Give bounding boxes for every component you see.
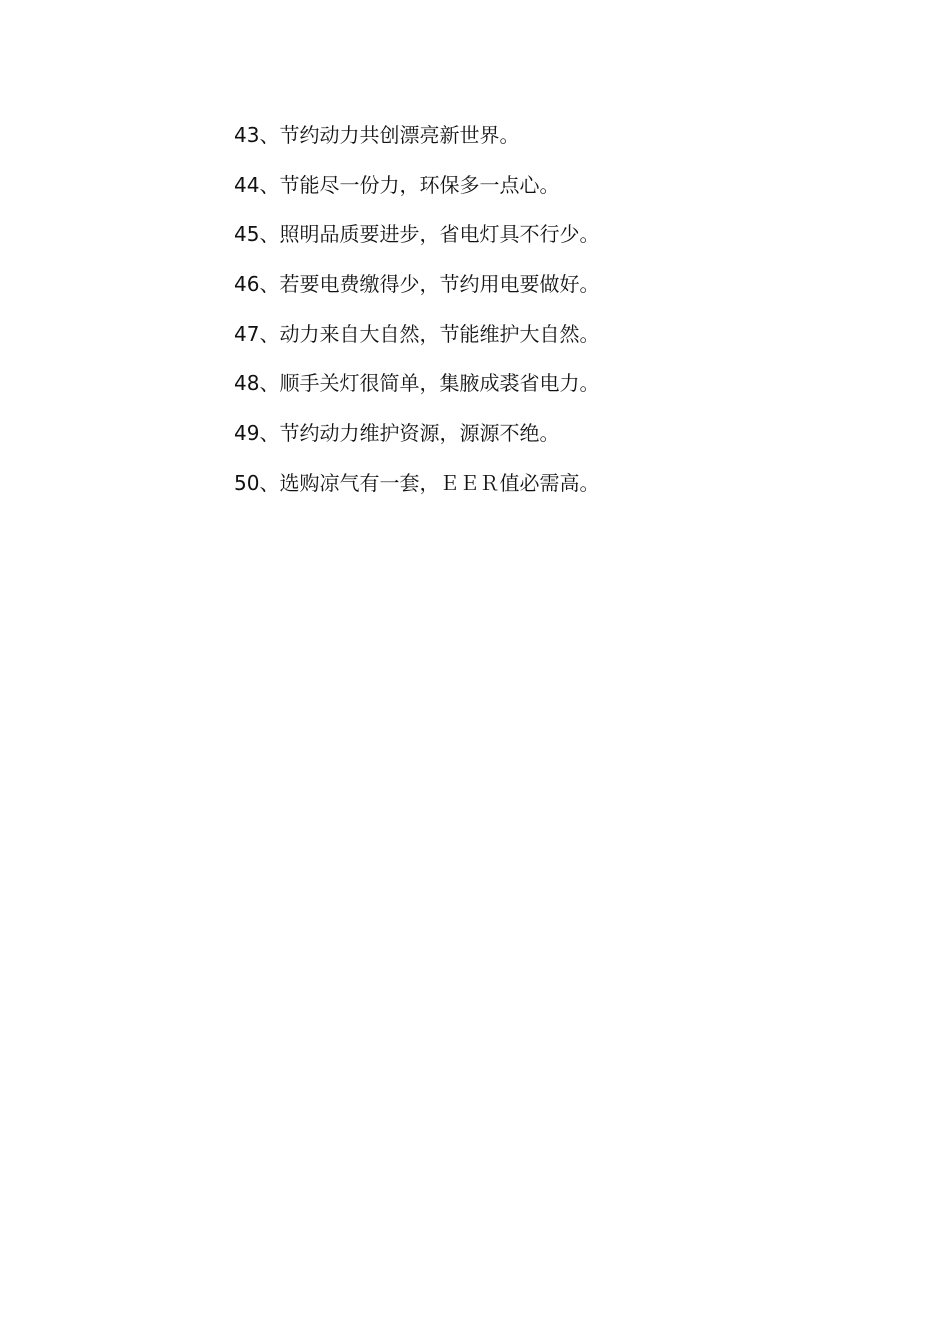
slogan-list xyxy=(234,118,599,516)
slogan-line-46: 46、若要电费缴得少，节约用电要做好。 xyxy=(234,272,600,297)
slogan-line-45: 45、照明品质要进步，省电灯具不行少。 xyxy=(234,222,600,247)
slogan-line-48: 48、顺手关灯很简单，集腋成裘省电力。 xyxy=(234,371,600,396)
slogan-line-43: 43、节约动力共创漂亮新世界。 xyxy=(234,123,520,147)
slogan-line-44: 44、节能尽一份力，环保多一点心。 xyxy=(234,172,560,197)
slogan-line-49: 49、节约动力维护资源，源源不绝。 xyxy=(234,421,560,446)
slogan-line-50: 50、选购凉气有一套，ＥＥＲ值必需高。 xyxy=(234,470,600,495)
slogan-line-47: 47、动力来自大自然，节能维护大自然。 xyxy=(234,321,600,346)
